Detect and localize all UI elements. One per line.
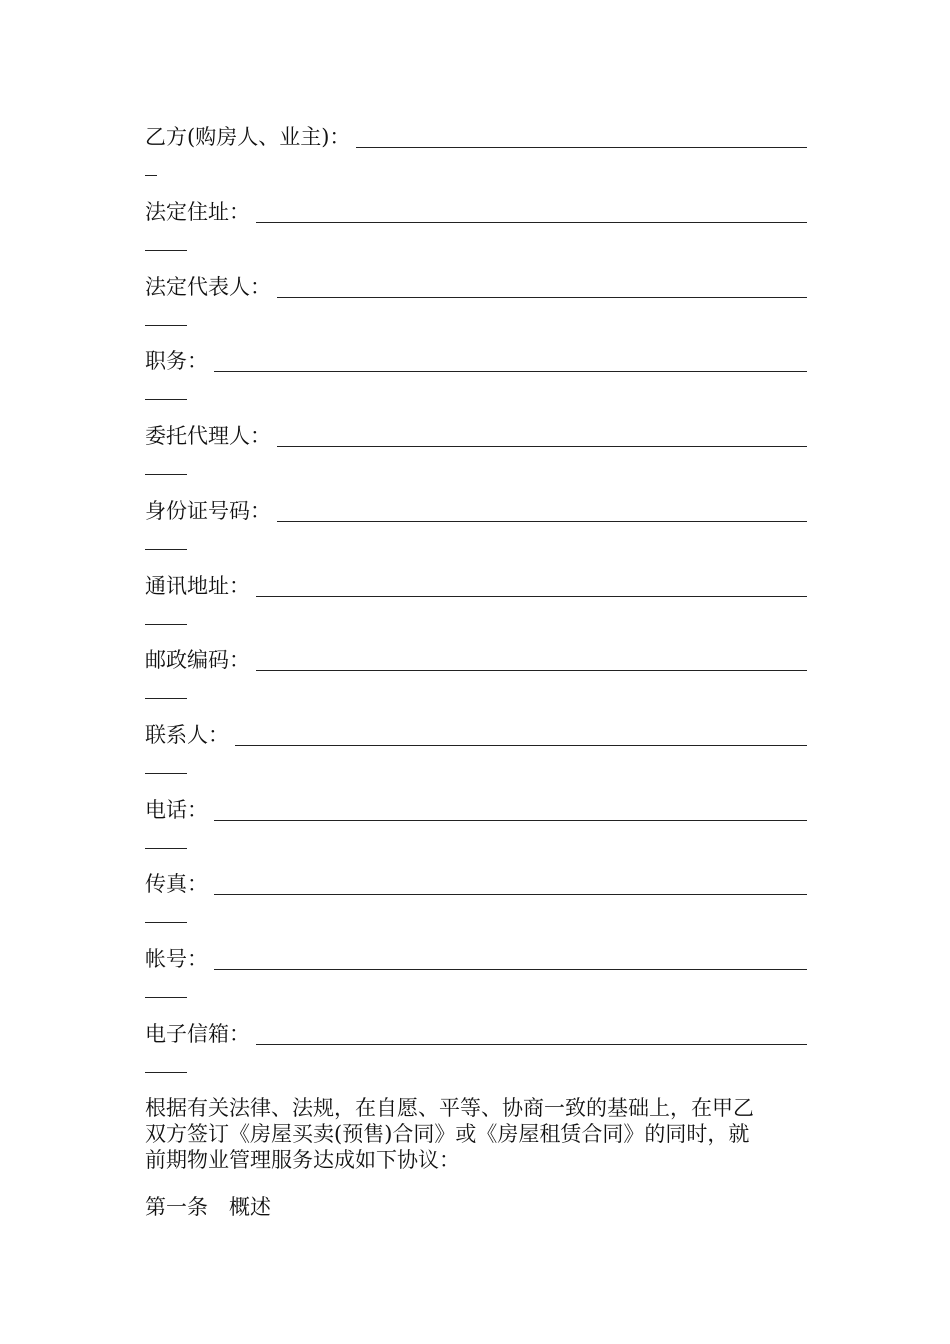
blank-line-continuation [145,250,187,251]
blank-line-continuation [145,773,187,774]
phone-field [145,797,807,857]
legal-address-field [145,199,807,259]
legal-representative-label: 法定代表人： [145,274,277,300]
intro-line-1: 根据有关法律、法规，在自愿、平等、协商一致的基础上，在甲乙 [145,1096,754,1120]
blank-line [145,745,807,746]
blank-line-continuation [145,549,187,550]
account-label: 帐号： [145,946,214,972]
blank-line-continuation [145,325,187,326]
blank-line [145,969,807,970]
blank-line-continuation [145,997,187,998]
blank-line-continuation [145,922,187,923]
blank-line-continuation [145,624,187,625]
blank-line [145,820,807,821]
blank-line-continuation [145,1072,187,1073]
mailing-address-field [145,573,807,633]
position-field [145,348,807,408]
authorized-agent-field [145,423,807,483]
intro-paragraph [145,1095,807,1173]
intro-line-3: 前期物业管理服务达成如下协议： [145,1148,460,1172]
postal-code-label: 邮政编码： [145,647,256,673]
party-b-field [145,124,807,184]
article-heading: 第一条 概述 [145,1195,271,1219]
authorized-agent-label: 委托代理人： [145,423,277,449]
party-b-label: 乙方(购房人、业主)： [145,124,356,150]
contact-person-field [145,722,807,782]
fax-field [145,871,807,931]
blank-line-continuation [145,848,187,849]
blank-line [145,371,807,372]
blank-line-continuation [145,474,187,475]
phone-label: 电话： [145,797,214,823]
account-field [145,946,807,1006]
id-number-field [145,498,807,558]
legal-address-label: 法定住址： [145,199,256,225]
postal-code-field [145,647,807,707]
blank-line [145,894,807,895]
mailing-address-label: 通讯地址： [145,573,256,599]
intro-line-2: 双方签订《房屋买卖(预售)合同》或《房屋租赁合同》的同时，就 [145,1122,750,1146]
position-label: 职务： [145,348,214,374]
contact-person-label: 联系人： [145,722,235,748]
id-number-label: 身份证号码： [145,498,277,524]
email-field [145,1021,807,1081]
blank-line-continuation [145,175,157,176]
blank-line-continuation [145,399,187,400]
email-label: 电子信箱： [145,1021,256,1047]
blank-line-continuation [145,698,187,699]
legal-representative-field [145,274,807,334]
fax-label: 传真： [145,871,214,897]
